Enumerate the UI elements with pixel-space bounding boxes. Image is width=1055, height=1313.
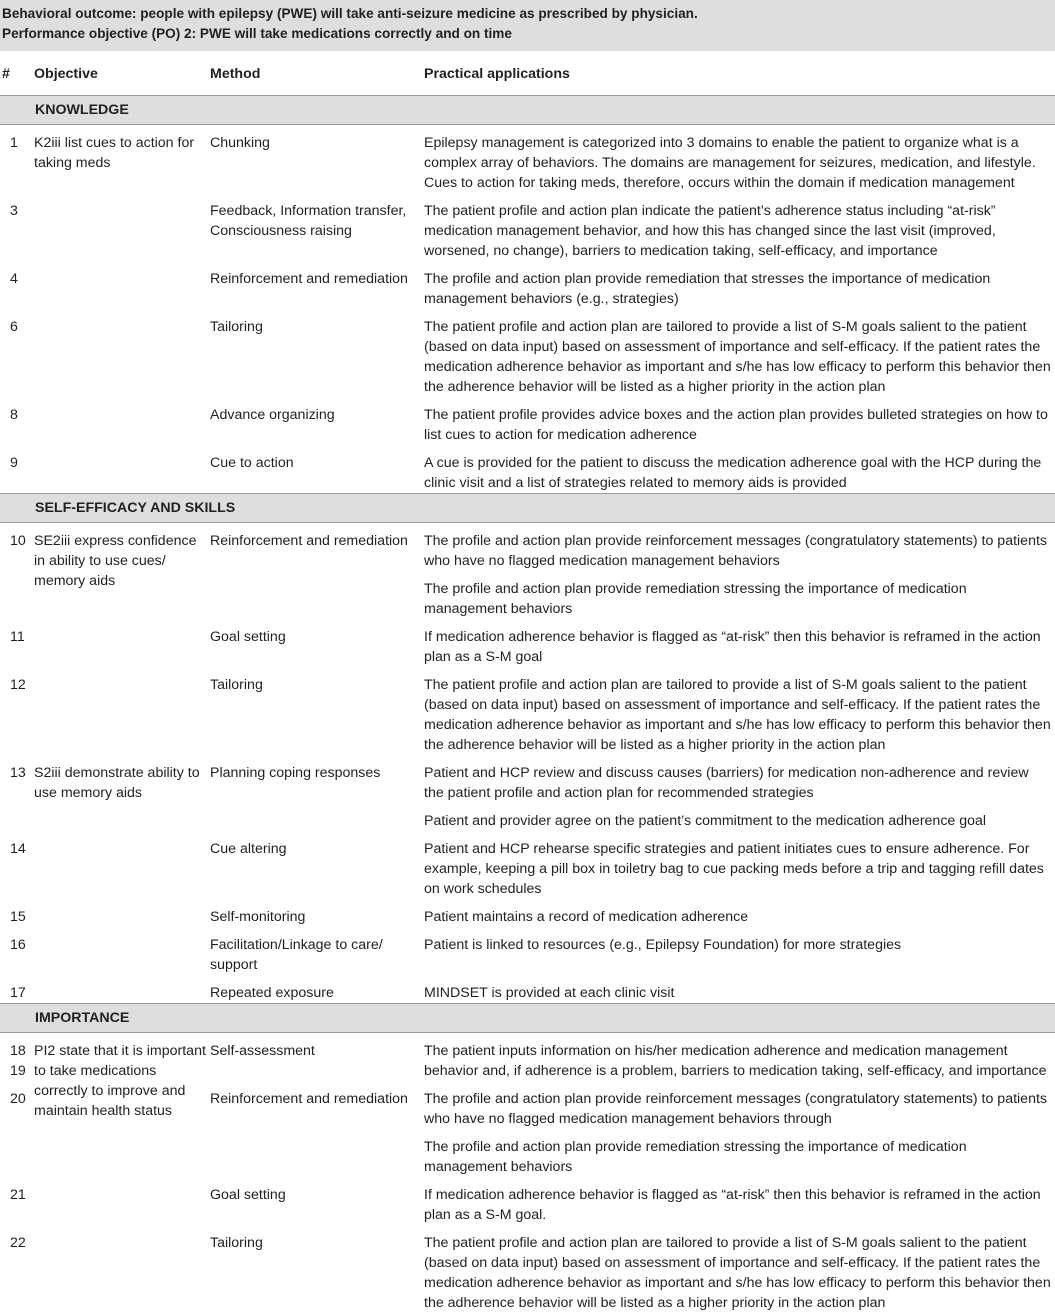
row-number: 21 [10, 1186, 26, 1203]
row-number: 6 [10, 318, 18, 335]
column-header-row [0, 51, 1055, 95]
row-number-18: 18 [10, 1042, 26, 1059]
application-cell: MINDSET is provided at each clinic visit [424, 984, 675, 1001]
application-cell: Patient and provider agree on the patient’s commitment to the medication adherence goal [424, 812, 987, 829]
row-number-19: 19 [10, 1062, 26, 1079]
method-cell: Tailoring [210, 1234, 263, 1251]
method-cell: Chunking [210, 134, 270, 151]
application-cell: The patient profile and action plan are tailored to provide a list of S-M goals salient to the patient (based on data input) based on assessment of importance and self-efficacy. If the patient rates the medication adherence behavior as important and s/he has low efficacy to perform this behavior then the adherence behavior will be listed as a higher priority in the action plan [424, 1234, 1051, 1311]
row-number: 8 [10, 406, 18, 423]
method-cell: Cue altering [210, 840, 287, 857]
table-row [0, 755, 1055, 803]
application-cell: The patient inputs information on his/her medication adherence and medication management behavior and, if adherence is a problem, barriers to medication taking, self-efficacy, and importance [424, 1042, 1047, 1079]
table-row [0, 522, 1055, 571]
application-cell: Epilepsy management is categorized into 3 domains to enable the patient to organize what is a complex array of behaviors. The domains are management for seizures, medication, and lifestyle. Cues to action for taking meds, therefore, occurs within the domain if medication management [424, 134, 1036, 191]
objective-cell: PI2 state that it is important to take medications correctly to improve and maintain health status [34, 1042, 206, 1119]
row-number: 11 [10, 628, 25, 645]
application-cell: The profile and action plan provide reinforcement messages (congratulatory statements) to patients who have no flagged medication management behaviors through [424, 1090, 1048, 1127]
method-cell: Reinforcement and remediation [210, 532, 408, 549]
row-number: 1 [10, 134, 18, 151]
method-cell: Reinforcement and remediation [210, 270, 408, 287]
row-number: 20 [10, 1090, 26, 1107]
method-cell: Tailoring [210, 676, 263, 693]
section-row-self-efficacy [0, 493, 1055, 522]
table-row [0, 1032, 1055, 1081]
objective-cell: S2iii demonstrate ability to use memory aids [34, 764, 200, 801]
method-cell: Reinforcement and remediation [210, 1090, 408, 1107]
method-cell: Cue to action [210, 454, 294, 471]
method-cell: Goal setting [210, 628, 286, 645]
method-cell: Feedback, Information transfer, Consciousness raising [210, 202, 407, 239]
section-label: IMPORTANCE [0, 1003, 1055, 1032]
application-cell: The patient profile and action plan are tailored to provide a list of S-M goals salient to the patient (based on data input) based on assessment of importance and self-efficacy. If the patient rates the medication adherence behavior as important and s/he has low efficacy to perform this behavior then the adherence behavior will be listed as a higher priority in the action plan [424, 676, 1051, 753]
column-header-applications: Practical applications [424, 51, 1055, 95]
section-label: SELF-EFFICACY AND SKILLS [0, 493, 1055, 522]
application-cell: Patient and HCP rehearse specific strategies and patient initiates cues to ensure adherence. For example, keeping a pill box in toiletry bag to cue packing meds before a trip and tagging refill dates on work schedules [424, 840, 1044, 897]
application-cell: If medication adherence behavior is flagged as “at-risk” then this behavior is reframed in the action plan as a S-M goal. [424, 1186, 1041, 1223]
row-number: 9 [10, 454, 18, 471]
method-cell: Self-monitoring [210, 908, 306, 925]
application-cell: The profile and action plan provide remediation that stresses the importance of medication management behaviors (e.g., strategies) [424, 270, 991, 307]
application-cell: The profile and action plan provide remediation stressing the importance of medication management behaviors [424, 1138, 967, 1175]
method-cell: Goal setting [210, 1186, 286, 1203]
application-cell: A cue is provided for the patient to discuss the medication adherence goal with the HCP during the clinic visit and a list of strategies related to memory aids is provided [424, 454, 1042, 491]
objective-cell: K2iii list cues to action for taking meds [34, 134, 195, 171]
table-row [0, 124, 1055, 193]
application-cell: Patient and HCP review and discuss causes (barriers) for medication non-adherence and review the patient profile and action plan for recommended strategies [424, 764, 1029, 801]
application-cell: The patient profile and action plan are tailored to provide a list of S-M goals salient to the patient (based on data input) based on assessment of importance and self-efficacy. If the patient rates the medication adherence behavior as important and s/he has low efficacy to perform this behavior then the adherence behavior will be listed as a higher priority in the action plan [424, 318, 1051, 395]
application-cell: The profile and action plan provide remediation stressing the importance of medication management behaviors [424, 580, 967, 617]
row-number: 10 [10, 532, 26, 549]
method-cell: Planning coping responses [210, 764, 381, 781]
row-number [0, 1032, 34, 1081]
method-cell: Tailoring [210, 318, 263, 335]
row-number: 15 [10, 908, 26, 925]
row-number: 16 [10, 936, 26, 953]
intervention-mapping-table [0, 51, 1055, 1313]
row-number: 4 [10, 270, 18, 287]
application-cell: Patient is linked to resources (e.g., Epilepsy Foundation) for more strategies [424, 936, 902, 953]
application-cell: Patient maintains a record of medication adherence [424, 908, 749, 925]
application-cell: The profile and action plan provide reinforcement messages (congratulatory statements) to patients who have no flagged medication management behaviors [424, 532, 1048, 569]
section-label: KNOWLEDGE [0, 95, 1055, 124]
section-row-importance [0, 1003, 1055, 1032]
row-number: 17 [10, 984, 26, 1001]
section-row-knowledge [0, 95, 1055, 124]
row-number: 22 [10, 1234, 26, 1251]
row-number: 13 [10, 764, 26, 781]
application-cell: The patient profile provides advice boxes and the action plan provides bulleted strategies on how to list cues to action for medication adherence [424, 406, 1048, 443]
row-number: 14 [10, 840, 26, 857]
method-cell: Facilitation/Linkage to care/ support [210, 936, 383, 973]
column-header-objective: Objective [34, 51, 210, 95]
behavioral-outcome-text: Behavioral outcome: people with epilepsy (PWE) will take anti-seizure medicine as prescribed by physician. [2, 6, 698, 21]
method-cell: Repeated exposure [210, 984, 334, 1001]
method-cell: Self-assessment [210, 1042, 315, 1059]
table-caption-header [0, 0, 1055, 51]
column-header-method: Method [210, 51, 424, 95]
application-cell: If medication adherence behavior is flagged as “at-risk” then this behavior is reframed in the action plan as a S-M goal [424, 628, 1041, 665]
row-number: 12 [10, 676, 26, 693]
column-header-number: # [0, 51, 34, 95]
row-number: 3 [10, 202, 18, 219]
method-cell: Advance organizing [210, 406, 335, 423]
performance-objective-text: Performance objective (PO) 2: PWE will take medications correctly and on time [2, 26, 512, 41]
objective-cell: SE2iii express confidence in ability to use cues/ memory aids [34, 532, 197, 589]
application-cell: The patient profile and action plan indicate the patient’s adherence status including “at-risk” medication management behavior, and how this has changed since the last visit (improved, worsened, no change), barriers to medication taking, self-efficacy, and importance [424, 202, 996, 259]
